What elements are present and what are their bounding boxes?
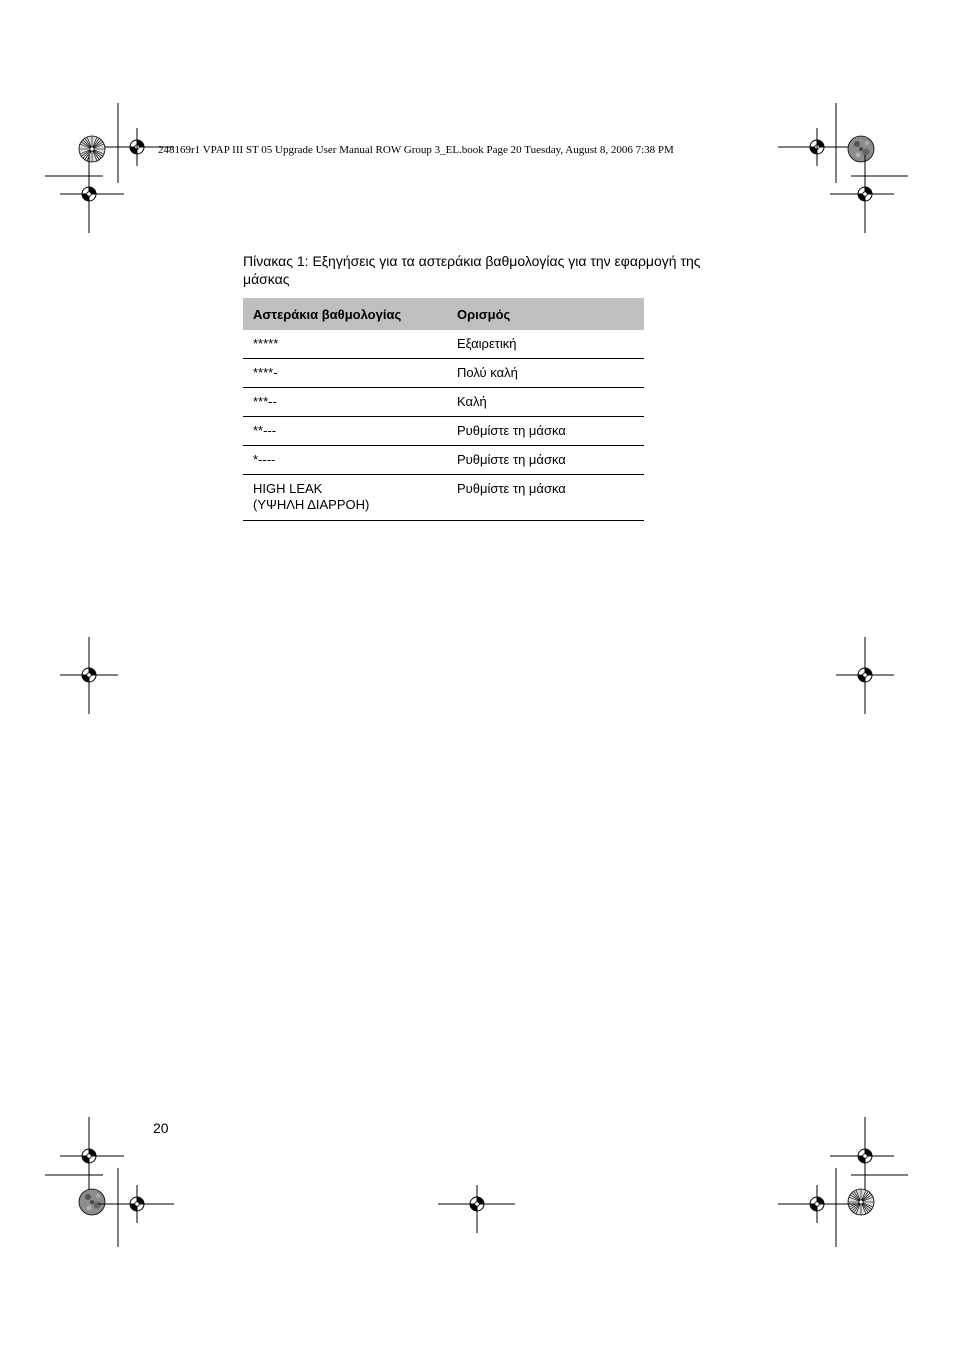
column-header-definition: Ορισμός — [447, 298, 644, 330]
print-header-slug: 248169r1 VPAP III ST 05 Upgrade User Manual ROW Group 3_EL.book Page 20 Tuesday, August 8, 2006 7:38 PM — [158, 144, 674, 156]
column-header-rating: Αστεράκια βαθμολογίας — [243, 298, 447, 330]
table-row — [243, 359, 644, 388]
table-row — [243, 446, 644, 475]
rating-cell — [243, 475, 447, 521]
definition-cell: Ρυθμίστε τη μάσκα — [447, 417, 644, 446]
table-row — [243, 417, 644, 446]
table-row — [243, 330, 644, 359]
table-row — [243, 475, 644, 521]
definition-cell: Εξαιρετική — [447, 330, 644, 359]
rating-cell: *---- — [243, 446, 447, 475]
table-caption: Πίνακας 1: Εξηγήσεις για τα αστεράκια βαθμολογίας για την εφαρμογή της μάσκας — [243, 253, 701, 287]
definition-cell: Καλή — [447, 388, 644, 417]
definition-cell: Ρυθμίστε τη μάσκα — [447, 446, 644, 475]
definition-cell: Ρυθμίστε τη μάσκα — [447, 475, 644, 521]
definition-cell: Πολύ καλή — [447, 359, 644, 388]
table-header-row — [243, 298, 644, 330]
ratings-table — [243, 298, 644, 521]
rating-cell: **--- — [243, 417, 447, 446]
rating-cell: ***-- — [243, 388, 447, 417]
rating-cell: ****- — [243, 359, 447, 388]
rating-cell-line2: (ΥΨΗΛΗ ΔΙΑΡΡΟΗ) — [253, 497, 370, 512]
table-row — [243, 388, 644, 417]
rating-cell: ***** — [243, 330, 447, 359]
rating-cell-line1: HIGH LEAK — [253, 481, 323, 496]
page-number: 20 — [153, 1120, 169, 1136]
